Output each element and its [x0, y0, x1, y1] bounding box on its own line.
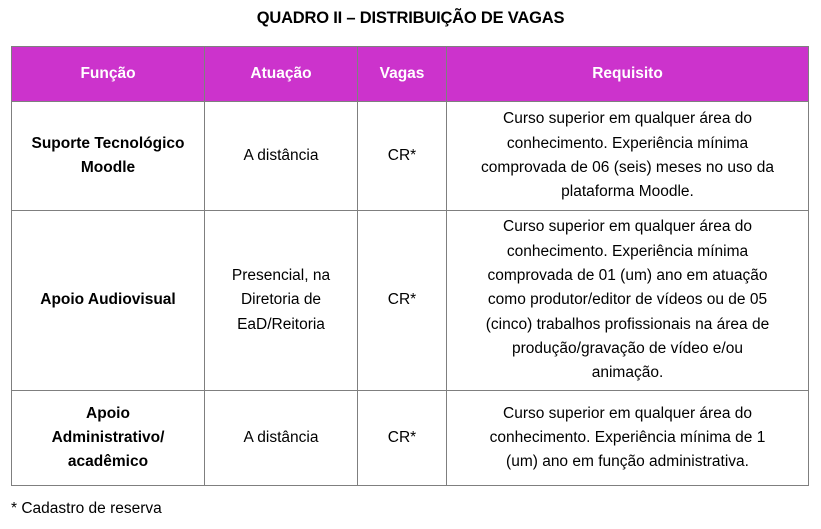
cell-line: produção/gravação de vídeo e/ou — [512, 339, 743, 357]
cell-funcao — [12, 211, 205, 391]
cell-line: (um) ano em função administrativa. — [506, 453, 749, 471]
header-requisito: Requisito — [447, 47, 809, 102]
cell-line: EaD/Reitoria — [237, 315, 325, 333]
cell-line: comprovada de 01 (um) ano em atuação — [487, 267, 768, 285]
cell-line: Apoio — [86, 404, 130, 422]
cell-vagas: CR* — [358, 391, 447, 486]
cell-line: Apoio Audiovisual — [40, 291, 176, 309]
table-row — [12, 391, 809, 486]
cell-line: Moodle — [80, 159, 136, 176]
table-row — [12, 102, 809, 211]
cell-line: conhecimento. Experiência mínima de 1 — [489, 428, 766, 446]
cell-line: Suporte Tecnológico — [31, 134, 185, 152]
table-header-row — [12, 47, 809, 102]
cell-requisito — [447, 391, 809, 486]
footnote: * Cadastro de reserva — [11, 500, 162, 517]
cell-funcao — [12, 391, 205, 486]
table-row — [12, 211, 809, 391]
cell-line: Diretoria de — [240, 291, 322, 309]
cell-requisito — [447, 102, 809, 211]
cell-line: animação. — [591, 364, 664, 382]
cell-line: Curso superior em qualquer área do — [503, 218, 752, 236]
header-funcao: Função — [12, 47, 205, 102]
cell-requisito — [447, 211, 809, 391]
cell-funcao — [12, 102, 205, 211]
table-title: QUADRO II – DISTRIBUIÇÃO DE VAGAS — [256, 9, 565, 27]
header-atuacao: Atuação — [205, 47, 358, 102]
cell-line: como produtor/editor de vídeos ou de 05 — [487, 291, 768, 309]
cell-line: A distância — [243, 428, 319, 446]
cell-line: Presencial, na — [231, 267, 331, 285]
cell-atuacao — [205, 391, 358, 486]
cell-line: comprovada de 06 (seis) meses no uso da — [481, 159, 774, 176]
cell-line: plataforma Moodle. — [561, 183, 694, 201]
cell-line: Curso superior em qualquer área do — [503, 404, 752, 422]
cell-line: conhecimento. Experiência mínima — [506, 242, 749, 260]
cell-atuacao — [205, 211, 358, 391]
cell-line: acadêmico — [67, 453, 149, 471]
header-vagas: Vagas — [358, 47, 447, 102]
cell-atuacao — [205, 102, 358, 211]
vacancy-table — [11, 46, 809, 486]
cell-line: (cinco) trabalhos profissionais na área de — [485, 315, 770, 333]
cell-line: conhecimento. Experiência mínima — [506, 134, 749, 152]
cell-line: Administrativo/ — [51, 428, 165, 446]
cell-line: Curso superior em qualquer área do — [503, 110, 752, 128]
cell-line: A distância — [243, 146, 319, 164]
cell-vagas: CR* — [358, 102, 447, 211]
cell-vagas: CR* — [358, 211, 447, 391]
